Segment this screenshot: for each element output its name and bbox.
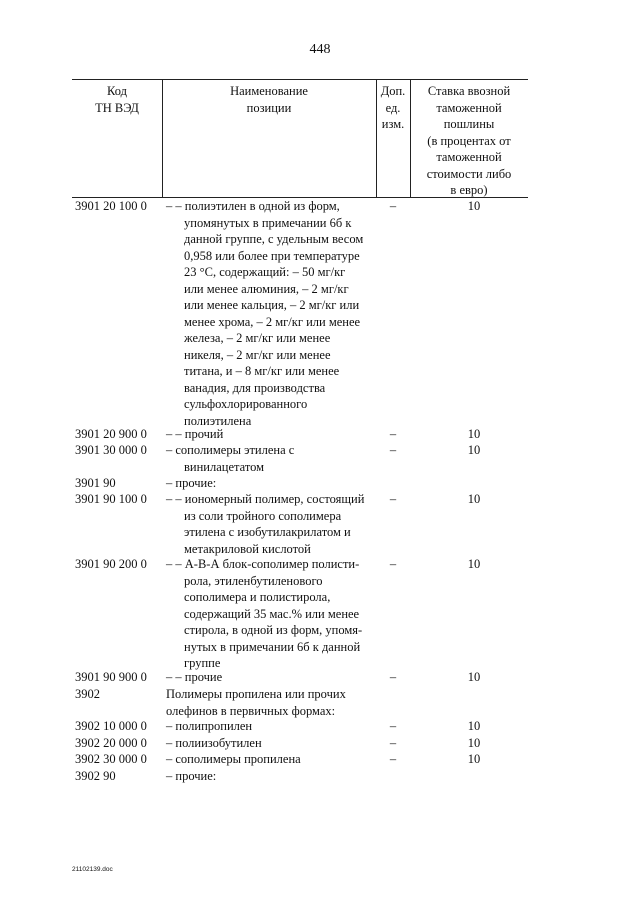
- description-line: – сополимеры этилена с: [166, 443, 295, 457]
- extra-unit: –: [389, 557, 397, 571]
- description-line: – – А-В-А блок-сополимер полисти-: [166, 557, 360, 571]
- duty-rate: 10: [467, 752, 481, 766]
- extra-unit: –: [389, 492, 397, 506]
- description-line: нутых в примечании 6б к данной: [184, 639, 361, 654]
- item-description: [166, 475, 376, 492]
- description-line: железа, – 2 мг/кг или менее: [184, 331, 331, 345]
- duty-rate: 10: [467, 443, 481, 457]
- extra-unit: –: [389, 443, 397, 457]
- tariff-code: 3901 20 900 0: [75, 427, 147, 441]
- header-rate: Ставка ввозной таможенной пошлины (в процентах от таможенной стоимости либо в евро): [426, 84, 512, 197]
- duty-rate: 10: [467, 736, 481, 750]
- tariff-code: 3901 20 100 0: [75, 199, 147, 213]
- description-line: Полимеры пропилена или прочих: [166, 687, 346, 701]
- description-line: – сополимеры пропилена: [166, 752, 301, 766]
- description-line: содержащий 35 мас.% или менее: [184, 606, 360, 621]
- description-line: метакриловой кислотой: [184, 541, 311, 556]
- description-line: или менее алюминия, – 2 мг/кг: [184, 281, 349, 296]
- item-description: [166, 198, 376, 429]
- header-name: Наименование позиции: [230, 84, 308, 115]
- description-line: – – полиэтилен в одной из форм,: [166, 199, 340, 213]
- extra-unit: –: [389, 736, 397, 750]
- extra-unit: –: [389, 719, 397, 733]
- description-line: сополимера и полистирола,: [184, 590, 331, 604]
- description-line: никеля, – 2 мг/кг или менее: [184, 347, 331, 362]
- description-line: – полиизобутилен: [166, 736, 262, 750]
- item-description: [166, 556, 376, 672]
- description-line: титана, и – 8 мг/кг или менее: [184, 364, 340, 378]
- item-description: [166, 686, 376, 719]
- description-line: рола, этиленбутиленового: [184, 573, 323, 588]
- tariff-code: 3901 90 200 0: [75, 557, 147, 571]
- description-line: 23 °С, содержащий: – 50 мг/кг: [184, 265, 346, 279]
- duty-rate: 10: [467, 199, 481, 213]
- description-line: полиэтилена: [184, 413, 252, 428]
- extra-unit: –: [389, 752, 397, 766]
- duty-rate: 10: [467, 719, 481, 733]
- tariff-code: 3902 90: [75, 769, 116, 783]
- duty-rate: 10: [467, 670, 481, 684]
- tariff-code: 3902 20 000 0: [75, 736, 147, 750]
- item-description: [166, 751, 376, 768]
- tariff-code: 3901 30 000 0: [75, 443, 147, 457]
- description-line: – – прочие: [166, 670, 223, 684]
- description-line: – – прочий: [166, 427, 224, 441]
- tariff-code: 3901 90 100 0: [75, 492, 147, 506]
- description-line: ванадия, для производства: [184, 380, 326, 395]
- header-unit: Доп. ед. изм.: [380, 84, 406, 131]
- extra-unit: –: [389, 427, 397, 441]
- item-description: [166, 442, 376, 475]
- duty-rate: 10: [467, 492, 481, 506]
- description-line: 0,958 или более при температуре: [184, 248, 360, 263]
- description-line: группе: [184, 656, 221, 670]
- description-line: менее хрома, – 2 мг/кг или менее: [184, 314, 361, 329]
- item-description: [166, 426, 376, 443]
- extra-unit: –: [389, 670, 397, 684]
- tariff-code: 3902: [75, 687, 100, 701]
- description-line: данной группе, с удельным весом: [184, 232, 364, 246]
- extra-unit: –: [389, 199, 397, 213]
- duty-rate: 10: [467, 427, 481, 441]
- tariff-code: 3902 30 000 0: [75, 752, 147, 766]
- description-line: – – иономерный полимер, состоящий: [166, 492, 365, 506]
- tariff-code: 3902 10 000 0: [75, 719, 147, 733]
- item-description: [166, 718, 376, 735]
- description-line: олефинов в первичных формах:: [166, 703, 336, 718]
- description-line: винилацетатом: [184, 459, 265, 474]
- item-description: [166, 669, 376, 686]
- header-code: Код ТН ВЭД: [95, 84, 139, 115]
- page-number: 448: [309, 42, 331, 57]
- description-line: или менее кальция, – 2 мг/кг или: [184, 298, 360, 312]
- description-line: – прочие:: [166, 476, 217, 490]
- item-description: [166, 491, 376, 557]
- tariff-code: 3901 90 900 0: [75, 670, 147, 684]
- description-line: стирола, в одной из форм, упомя-: [184, 623, 363, 637]
- description-line: – полипропилен: [166, 719, 253, 733]
- footer-filename: 21102139.doc: [72, 866, 113, 873]
- description-line: из соли тройного сополимера: [184, 508, 342, 523]
- description-line: сульфохлорированного: [184, 397, 308, 411]
- item-description: [166, 768, 376, 785]
- description-line: упомянутых в примечании 6б к: [184, 215, 352, 230]
- table-top-rule: [72, 79, 528, 80]
- tariff-code: 3901 90: [75, 476, 116, 490]
- description-line: – прочие:: [166, 769, 217, 783]
- duty-rate: 10: [467, 557, 481, 571]
- item-description: [166, 735, 376, 752]
- description-line: этилена с изобутилакрилатом и: [184, 525, 351, 539]
